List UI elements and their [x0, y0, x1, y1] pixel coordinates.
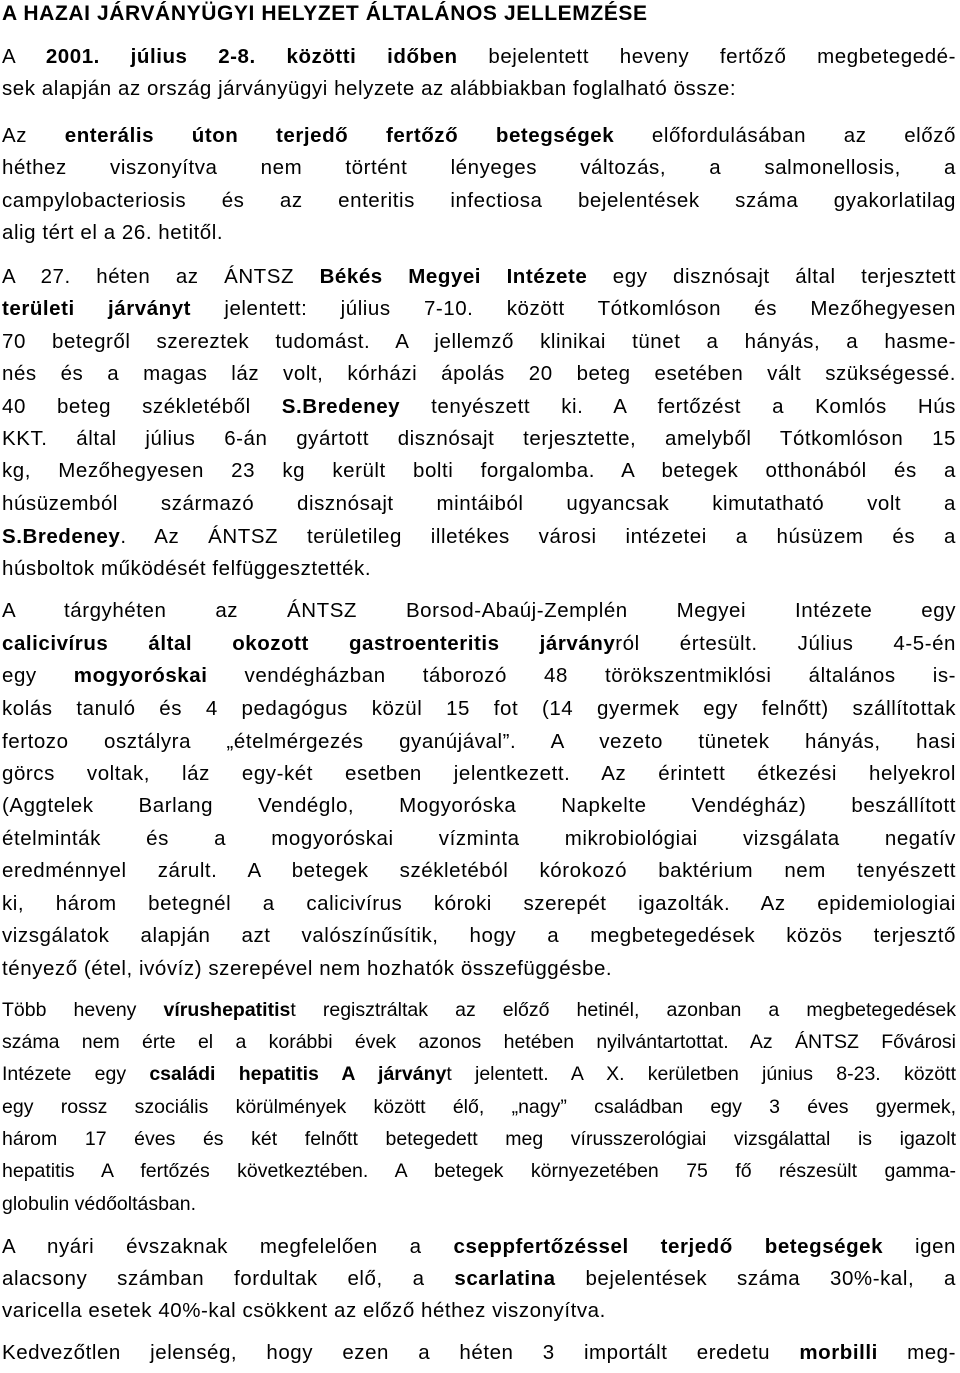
text-line	[2, 297, 956, 321]
text-segment: ról értesült. Július 4-5-én	[615, 632, 956, 655]
bold-text: 2001. július 2-8.	[45, 45, 256, 68]
bold-text: területi járványt	[2, 297, 192, 320]
text-line	[2, 265, 956, 289]
text-line	[2, 525, 956, 549]
text-segment: vizsgálatok alapján azt valószínűsítik, hogy a megbetegedések közös terjesztő	[2, 924, 956, 947]
text-segment: Kedvezőtlen jelenség, hogy ezen a héten 3 importált eredetu	[2, 1341, 800, 1364]
text-segment: t jelentett. A X. kerületben június 8-23. között	[446, 1063, 956, 1085]
text-line	[2, 221, 956, 245]
text-segment: vendégházban táborozó 48 törökszentmiklósi általános is-	[207, 664, 956, 687]
text-line	[2, 395, 956, 419]
text-line	[2, 1063, 956, 1086]
text-segment: héthez viszonyítva nem történt lényeges változás, a salmonellosis, a	[2, 156, 956, 179]
text-segment: Intézete egy	[2, 1063, 150, 1085]
text-segment: igen	[883, 1235, 957, 1258]
text-line	[2, 459, 956, 483]
document-title: A HAZAI JÁRVÁNYÜGYI HELYZET ÁLTALÁNOS JELLEMZÉSE	[2, 2, 648, 25]
text-segment: A tárgyhéten az ÁNTSZ Borsod-Abaúj-Zemplén Megyei Intézete egy	[2, 599, 956, 622]
text-segment: bejelentések száma 30%-kal, a	[555, 1267, 956, 1290]
text-line	[2, 156, 956, 180]
text-line	[2, 1031, 956, 1054]
text-segment: tényező (étel, ivóvíz) szerepével nem hozhatók összefüggésbe.	[2, 957, 613, 980]
text-line	[2, 330, 956, 354]
text-line	[2, 557, 956, 581]
bold-text: családi hepatitis A járvány	[149, 1063, 447, 1085]
bold-text: Békés Megyei Intézete	[319, 265, 588, 288]
text-segment: campylobacteriosis és az enteritis infectiosa bejelentések száma gyakorlatilag	[2, 189, 956, 212]
bold-text: scarlatina	[454, 1267, 556, 1290]
text-segment: ki, három betegnél a calicivírus kóroki szerepét igazolták. Az epidemiologiai	[2, 892, 956, 915]
text-segment: egy disznósajt által terjesztett	[587, 265, 956, 288]
text-segment: egy	[2, 664, 74, 687]
text-segment: egy rossz szociális körülmények között élő, „nagy” családban egy 3 éves gyermek,	[2, 1096, 956, 1118]
text-segment: meg-	[877, 1341, 957, 1364]
text-segment: fertozo osztályra „ételmérgezés gyanújával”. A vezeto tünetek hányás, hasi	[2, 730, 956, 753]
text-line	[2, 730, 956, 754]
text-line	[2, 999, 956, 1022]
text-line	[2, 957, 956, 981]
text-line	[2, 1128, 956, 1151]
text-line	[2, 427, 956, 451]
text-line	[2, 794, 956, 818]
bold-text: S.Bredeney	[2, 525, 121, 548]
text-line	[2, 664, 956, 688]
bold-text: calicivírus által okozott gastroenteritis járvány	[2, 632, 616, 655]
text-line	[2, 1235, 956, 1259]
text-line	[2, 632, 956, 656]
text-line	[2, 1299, 956, 1323]
text-segment: jelentett: július 7-10. között Tótkomlóson és Mezőhegyesen	[191, 297, 956, 320]
text-line	[2, 827, 956, 851]
text-segment: alig tért el a 26. hetitől.	[2, 221, 224, 244]
text-line	[2, 1096, 956, 1119]
text-line	[2, 1341, 956, 1365]
text-line	[2, 1193, 956, 1216]
text-line	[2, 492, 956, 516]
text-segment: Több heveny	[2, 999, 164, 1021]
text-segment	[256, 45, 287, 68]
text-line	[2, 892, 956, 916]
bold-text: cseppfertőzéssel terjedő betegségek	[453, 1235, 884, 1258]
text-segment: eredménnyel zárult. A betegek székletéból kórokozó baktérium nem tenyészett	[2, 859, 956, 882]
text-line	[2, 124, 956, 148]
text-line	[2, 77, 956, 101]
text-segment: A	[2, 45, 46, 68]
text-segment: t regisztráltak az előző hetinél, azonban a megbetegedések	[290, 999, 956, 1021]
text-segment: bejelentett heveny fertőző megbetegedé-	[457, 45, 956, 68]
text-segment: kg, Mezőhegyesen 23 kg került bolti forgalomba. A betegek otthonából és a	[2, 459, 956, 482]
text-segment: alacsony számban fordultak elő, a	[2, 1267, 455, 1290]
text-line	[2, 762, 956, 786]
text-segment: kolás tanuló és 4 pedagógus közül 15 fot (14 gyermek egy felnőtt) szállítottak	[2, 697, 956, 720]
text-segment: A nyári évszaknak megfelelően a	[2, 1235, 454, 1258]
bold-text: mogyoróskai	[73, 664, 208, 687]
text-line	[2, 1267, 956, 1291]
text-segment: varicella esetek 40%-kal csökkent az előző héthez viszonyítva.	[2, 1299, 606, 1322]
text-segment: (Aggtelek Barlang Vendéglo, Mogyoróska Napkelte Vendégház) beszállított	[2, 794, 956, 817]
text-line	[2, 697, 956, 721]
text-segment: A 27. héten az ÁNTSZ	[2, 265, 320, 288]
text-segment: 40 beteg székletéből	[2, 395, 282, 418]
text-segment: KKT. által július 6-án gyártott disznósajt terjesztette, amelyből Tótkomlóson 15	[2, 427, 956, 450]
text-segment: húsboltok működését felfüggesztették.	[2, 557, 372, 580]
text-line	[2, 599, 956, 623]
text-segment: 70 betegről szereztek tudomást. A jellemző klinikai tünet a hányás, a hasme-	[2, 330, 956, 353]
text-segment: három 17 éves és két felnőtt betegedett meg vírusszerológiai vizsgálattal is igazolt	[2, 1128, 956, 1150]
text-segment: globulin védőoltásban.	[2, 1193, 197, 1215]
text-segment: Az	[2, 124, 65, 147]
text-segment: előfordulásában az előző	[614, 124, 956, 147]
text-line	[2, 45, 956, 69]
text-segment: görcs voltak, láz egy-két esetben jelentkezett. Az érintett étkezési helyekrol	[2, 762, 956, 785]
text-segment: ételminták és a mogyoróskai vízminta mikrobiológiai vizsgálata negatív	[2, 827, 956, 850]
text-segment: húsüzemból származó disznósajt mintáiból ugyancsak kimutatható volt a	[2, 492, 956, 515]
text-segment: hepatitis A fertőzés következtében. A betegek környezetében 75 fő részesült gamma-	[2, 1160, 956, 1182]
bold-text: közötti időben	[286, 45, 458, 68]
bold-text: enterális úton terjedő fertőző betegségek	[64, 124, 615, 147]
text-segment: nés és a magas láz volt, kórházi ápolás 20 beteg esetében vált szükségessé.	[2, 362, 956, 385]
bold-text: S.Bredeney	[281, 395, 401, 418]
text-line	[2, 924, 956, 948]
bold-text: morbilli	[799, 1341, 878, 1364]
text-line	[2, 362, 956, 386]
text-segment: sek alapján az ország járványügyi helyzete az alábbiakban foglalható össze:	[2, 77, 737, 100]
text-segment: száma nem érte el a korábbi évek azonos hetében nyilvántartottat. Az ÁNTSZ Fővárosi	[2, 1031, 956, 1053]
text-segment: tenyészett ki. A fertőzést a Komlós Hús	[400, 395, 956, 418]
bold-text: vírushepatitis	[163, 999, 291, 1021]
text-line	[2, 1160, 956, 1183]
text-segment: . Az ÁNTSZ területileg illetékes városi intézetei a húsüzem és a	[120, 525, 956, 548]
text-line	[2, 859, 956, 883]
text-line	[2, 189, 956, 213]
